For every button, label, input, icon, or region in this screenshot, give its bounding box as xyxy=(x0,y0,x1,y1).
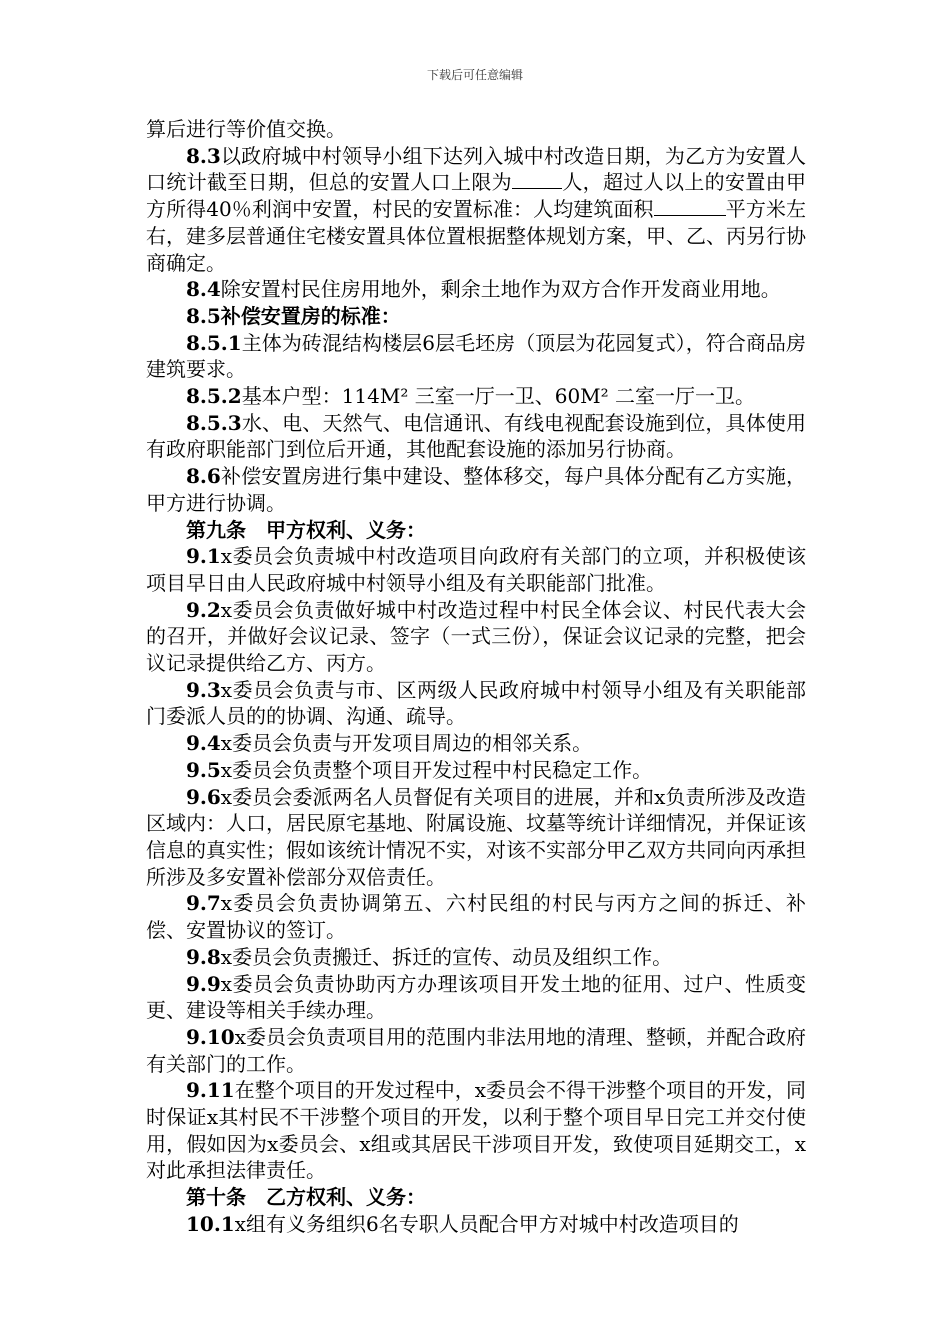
clause-text: 主体为砖混结构楼层6层毛坯房（顶层为花园复式），符合商品房建筑要求。 xyxy=(146,330,806,382)
clause-number: 9.9 xyxy=(186,971,221,996)
clause-number: 8.4 xyxy=(186,277,221,302)
clause-text: x委员会负责城中村改造项目向政府有关部门的立项，并积极使该项目早日由人民政府城中村领导小组及有关职能部门批准。 xyxy=(146,544,806,595)
clause-9-1 xyxy=(146,543,806,596)
clause-text: 在整个项目的开发过程中，x委员会不得干涉整个项目的开发，同时保证x其村民不干涉整个项目的开发，以利于整个项目早日完工并交付使用，假如因为x委员会、x组或其居民干涉项目开发，致使项目延期交工，x对此承担法律责任。 xyxy=(146,1078,806,1183)
article-10-heading: 第十条 乙方权利、义务： xyxy=(186,1185,426,1210)
clause-9-2 xyxy=(146,597,806,677)
clause-9-8 xyxy=(146,944,806,971)
clause-text: x委员会负责与开发项目周边的相邻关系。 xyxy=(220,731,593,756)
clause-text: 以政府城中村领导小组下达列入城中村改造日期，为乙方为安置人口统计截至日期，但总的安置人口上限为 xyxy=(146,143,806,195)
clause-text: x组有义务组织6名专职人员配合甲方对城中村改造项目的 xyxy=(234,1211,739,1236)
clause-number: 8.6 xyxy=(186,464,221,489)
fill-in-blank xyxy=(512,170,562,189)
clause-9-9 xyxy=(146,971,806,1024)
clause-number: 9.11 xyxy=(186,1078,235,1103)
clause-number: 9.4 xyxy=(186,731,221,756)
clause-8-5-heading: 8.5补偿安置房的标准： xyxy=(186,303,401,328)
clause-8-5-3 xyxy=(146,410,806,463)
clause-number: 8.3 xyxy=(186,143,221,168)
clause-number: 9.10 xyxy=(186,1024,235,1049)
clause-9-6 xyxy=(146,784,806,891)
clause-8-4 xyxy=(146,276,806,303)
clause-number: 9.8 xyxy=(186,944,221,969)
clause-8-5-1 xyxy=(146,330,806,383)
clause-8-5-2 xyxy=(146,383,806,410)
clause-text: x委员会负责搬迁、拆迁的宣传、动员及组织工作。 xyxy=(220,944,673,969)
clause-number: 9.6 xyxy=(186,784,221,809)
page-header: 下载后可任意编辑 xyxy=(426,68,523,82)
paragraph-continuation: 算后进行等价值交换。 xyxy=(146,117,346,141)
clause-number: 10.1 xyxy=(186,1211,235,1236)
clause-text: 水、电、天然气、电信通讯、有线电视配套设施到位，具体使用有政府职能部门到位后开通，其他配套设施的添加另行协商。 xyxy=(146,410,806,462)
clause-number: 8.5.2 xyxy=(186,384,242,409)
clause-number: 9.5 xyxy=(186,757,221,782)
article-9-heading: 第九条 甲方权利、义务： xyxy=(186,517,426,542)
clause-10-1 xyxy=(146,1211,806,1238)
clause-text: 基本户型：114M² 三室一厅一卫、60M² 二室一厅一卫。 xyxy=(241,384,756,409)
clause-9-10 xyxy=(146,1024,806,1077)
clause-8-6 xyxy=(146,463,806,516)
clause-number: 9.2 xyxy=(186,597,221,622)
clause-text: x委员会负责整个项目开发过程中村民稳定工作。 xyxy=(220,757,653,782)
clause-9-11 xyxy=(146,1077,806,1184)
clause-text: x委员会负责做好城中村改造过程中村民全体会议、村民代表大会的召开，并做好会议记录、签字（一式三份），保证会议记录的完整，把会议记录提供给乙方、丙方。 xyxy=(146,597,806,676)
clause-9-4 xyxy=(146,730,806,757)
clause-number: 9.1 xyxy=(186,544,221,569)
clause-text: x委员会负责协调第五、六村民组的村民与丙方之间的拆迁、补偿、安置协议的签订。 xyxy=(146,891,806,943)
clause-number: 9.7 xyxy=(186,891,221,916)
clause-9-5 xyxy=(146,757,806,784)
clause-9-3 xyxy=(146,677,806,730)
clause-text: 人，超过人以上的安置由甲方所得40％利润中安置，村民的安置标准：人均建筑面积 xyxy=(146,170,806,222)
clause-text: 补偿安置房进行集中建设、整体移交，每户具体分配有乙方实施，甲方进行协调。 xyxy=(146,464,806,515)
clause-number: 8.5.1 xyxy=(186,330,242,355)
clause-number: 8.5.3 xyxy=(186,410,242,435)
clause-text: 除安置村民住房用地外，剩余土地作为双方合作开发商业用地。 xyxy=(220,277,781,302)
clause-text: x委员会负责项目用的范围内非法用地的清理、整顿，并配合政府有关部门的工作。 xyxy=(146,1024,806,1076)
fill-in-blank xyxy=(654,197,726,216)
document-body xyxy=(146,116,806,1238)
clause-8-3 xyxy=(146,143,806,277)
clause-text: 平方米左右，建多层普通住宅楼安置具体位置根据整体规划方案，甲、乙、丙另行协商确定。 xyxy=(146,197,807,275)
clause-text: x委员会负责协助丙方办理该项目开发土地的征用、过户、性质变更、建设等相关手续办理。 xyxy=(146,971,806,1023)
clause-9-7 xyxy=(146,890,806,943)
clause-text: x委员会负责与市、区两级人民政府城中村领导小组及有关职能部门委派人员的的协调、沟通、疏导。 xyxy=(146,677,806,729)
clause-number: 9.3 xyxy=(186,677,221,702)
clause-text: x委员会委派两名人员督促有关项目的进展，并和x负责所涉及改造区域内：人口，居民原宅基地、附属设施、坟墓等统计详细情况，并保证该信息的真实性；假如该统计情况不实，对该不实部分甲乙双方共同向丙承担所涉及多安置补偿部分双倍责任。 xyxy=(146,784,806,889)
